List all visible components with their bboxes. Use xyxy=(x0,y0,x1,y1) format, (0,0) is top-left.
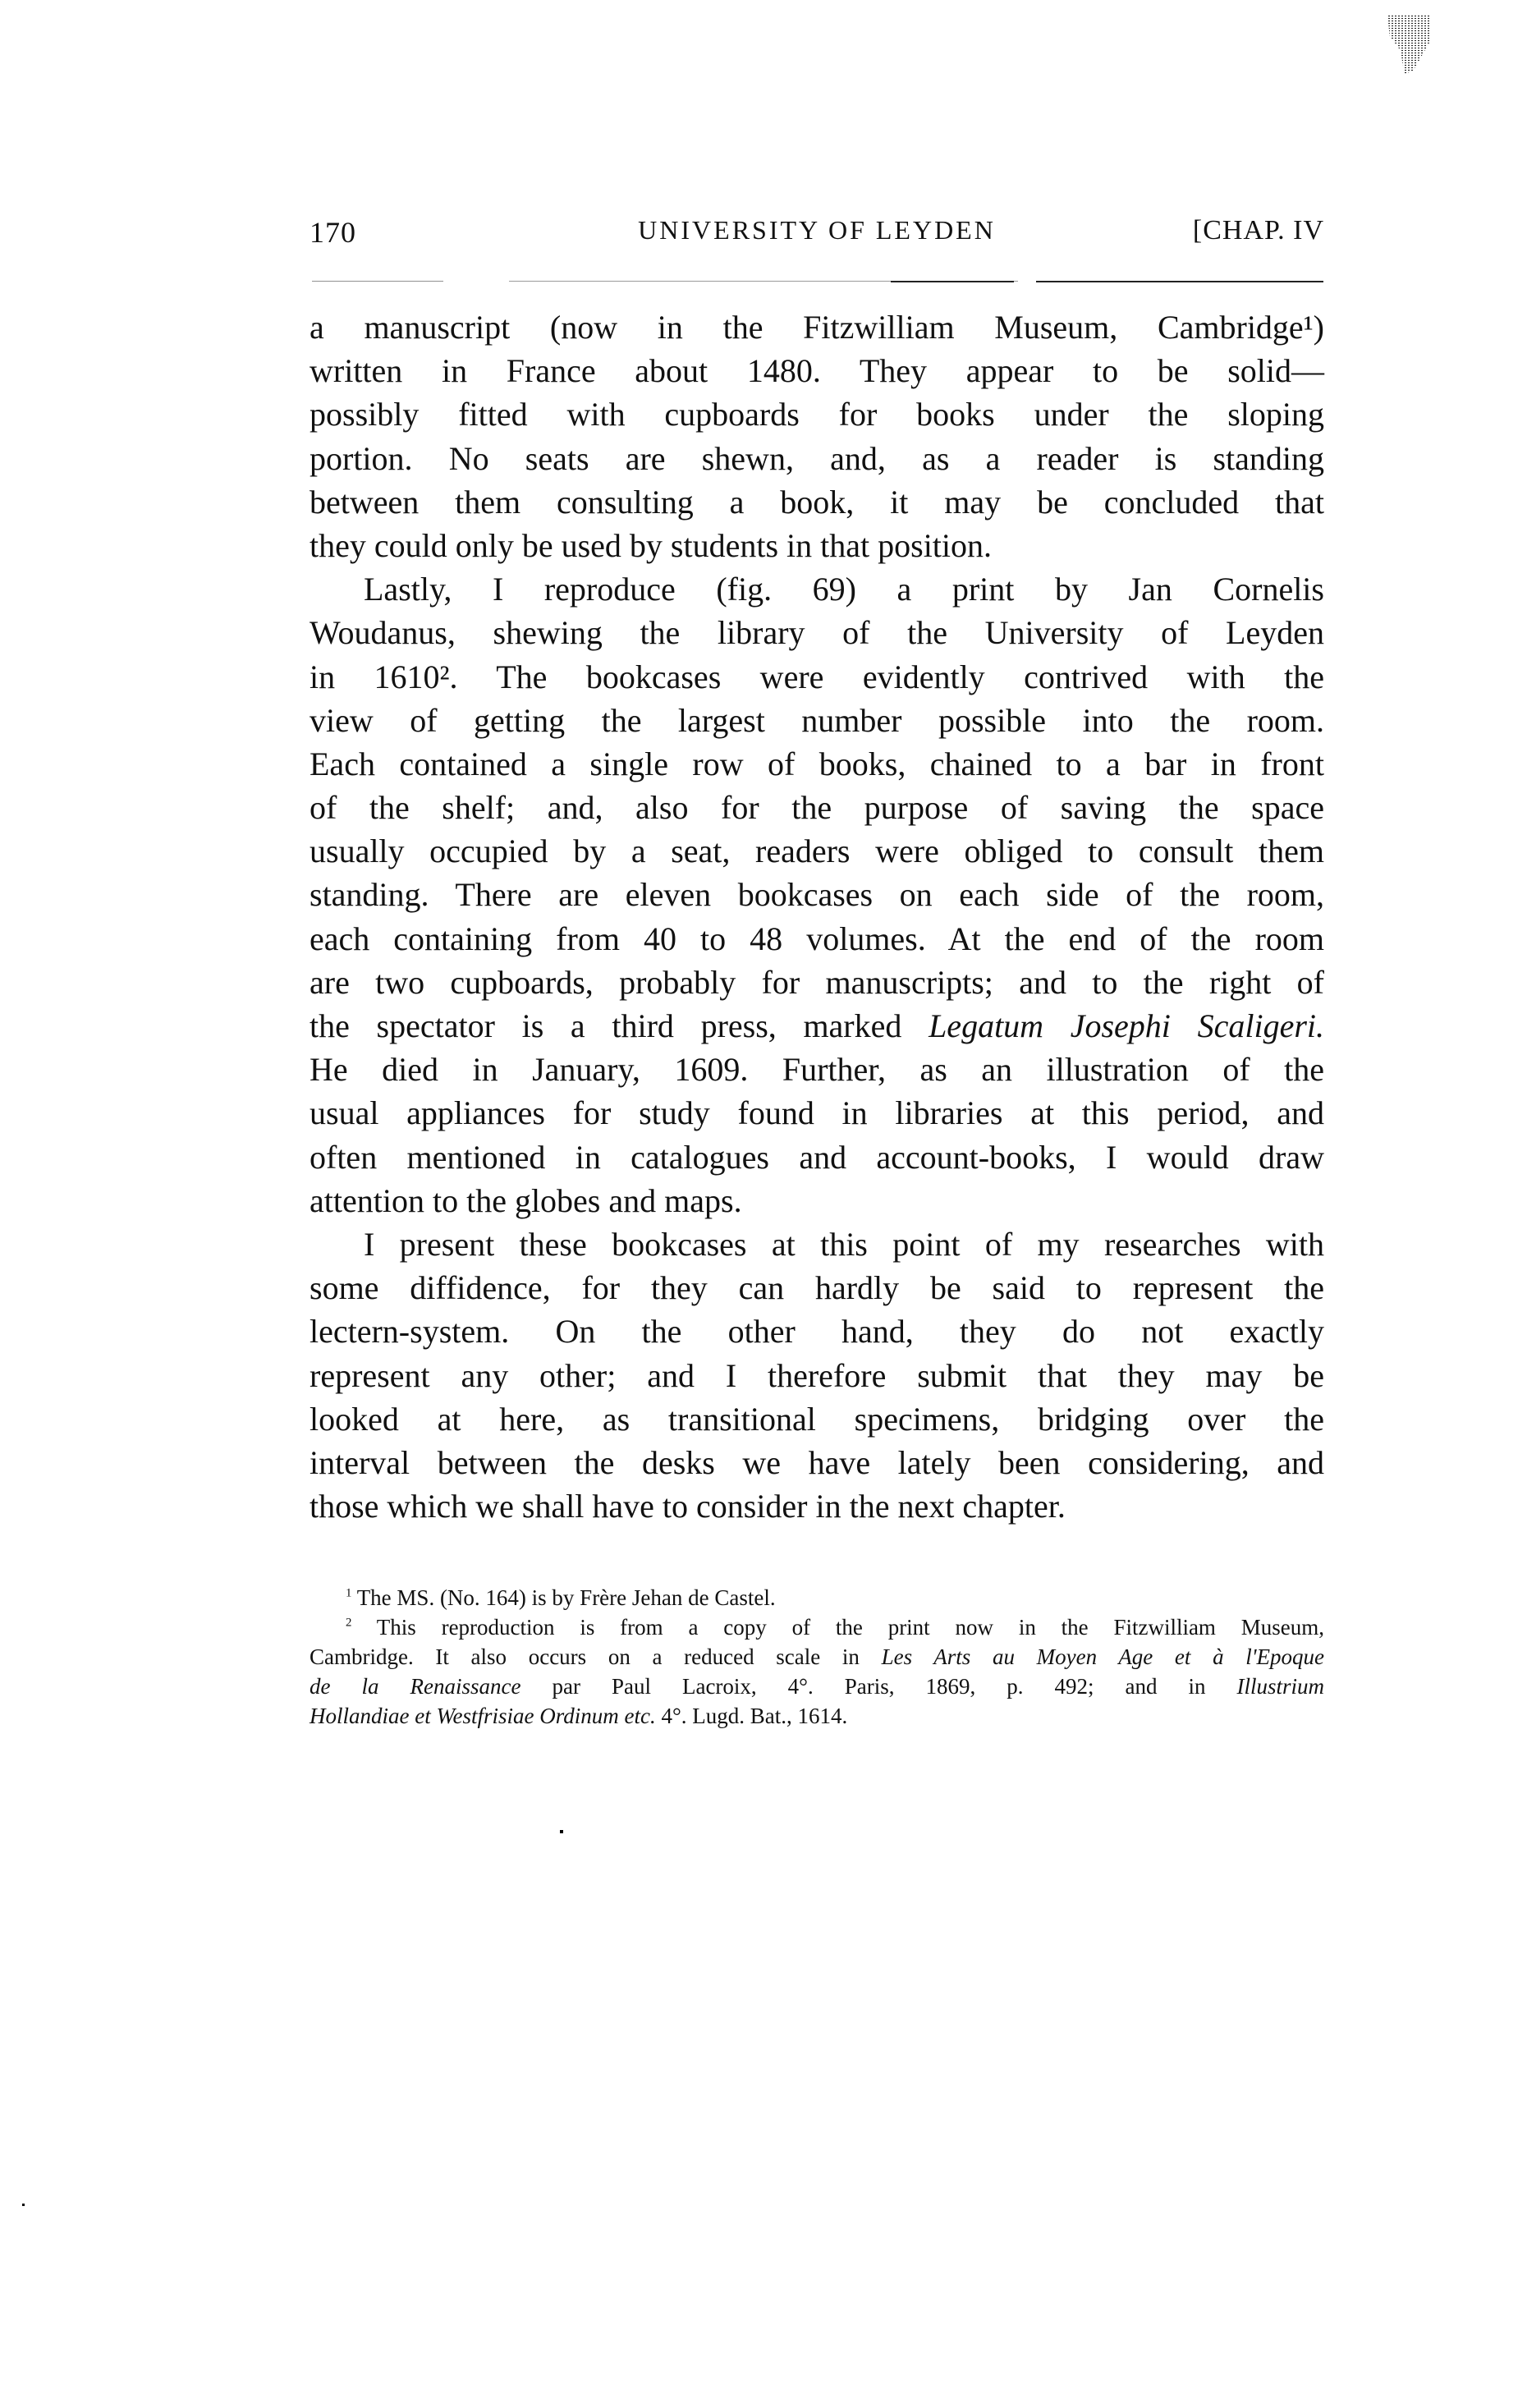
text-line: view of getting the largest number possible into the room. xyxy=(310,701,1324,739)
text-line: represent any other; and I therefore submit that they may be xyxy=(310,1356,1324,1394)
text-line: some diffidence, for they can hardly be said to represent the xyxy=(310,1269,1324,1307)
running-title: UNIVERSITY OF LEYDEN xyxy=(638,215,996,245)
text-line: He died in January, 1609. Further, as an illustration of the xyxy=(310,1051,1324,1089)
footnote-marker: 2 xyxy=(346,1616,352,1630)
footnote-title: de la Renaissance xyxy=(310,1674,521,1699)
running-head xyxy=(310,215,1324,264)
text-line xyxy=(310,1004,1324,1048)
text-line: often mentioned in catalogues and account-books, I would draw xyxy=(310,1138,1324,1176)
text-line: each containing from 40 to 48 volumes. At the end of the room xyxy=(310,920,1324,957)
footnote-text: The MS. (No. 164) is by Frère Jehan de Castel. xyxy=(356,1585,776,1610)
text-line: I present these bookcases at this point of my researches with xyxy=(364,1225,1324,1263)
text-segment: the spectator is a third press, marked xyxy=(310,1007,902,1044)
footnote-text: Cambridge. It also occurs on a reduced scale in xyxy=(310,1644,860,1669)
text-line: usually occupied by a seat, readers were obliged to consult them xyxy=(310,832,1324,870)
scan-thumb-mark xyxy=(1387,15,1430,74)
text-line: usual appliances for study found in libraries at this period, and xyxy=(310,1094,1324,1132)
body-text xyxy=(310,305,1324,1528)
text-line: those which we shall have to consider in the next chapter. xyxy=(310,1488,1066,1525)
text-line: a manuscript (now in the Fitzwilliam Museum, Cambridge¹) xyxy=(310,309,1324,346)
header-rule xyxy=(1036,281,1323,282)
footnote-2-line xyxy=(310,1642,1324,1672)
text-line: Lastly, I reproduce (fig. 69) a print by Jan Cornelis xyxy=(364,571,1324,608)
scan-speck xyxy=(560,1830,563,1833)
text-line: attention to the globes and maps. xyxy=(310,1181,742,1219)
footnote-text: This reproduction is from a copy of the print now in the Fitzwilliam Museum, xyxy=(376,1615,1324,1640)
footnote-title: Hollandiae et Westfrisiae Ordinum etc. xyxy=(310,1704,656,1728)
footnote-text: 4°. Lugd. Bat., 1614. xyxy=(661,1704,848,1728)
chapter-label: [CHAP. IV xyxy=(1192,215,1324,245)
text-line: standing. There are eleven bookcases on each side of the room, xyxy=(310,876,1324,914)
footnotes xyxy=(310,1583,1324,1731)
text-line: looked at here, as transitional specimens, bridging over the xyxy=(310,1400,1324,1438)
text-line: they could only be used by students in that position. xyxy=(310,526,993,564)
header-rule xyxy=(312,281,443,282)
footnote-marker: 1 xyxy=(346,1586,352,1600)
footnote-1 xyxy=(310,1583,1324,1612)
page-number: 170 xyxy=(310,216,356,249)
text-line: possibly fitted with cupboards for books under the sloping xyxy=(310,396,1324,433)
footnote-text: par Paul Lacroix, 4°. Paris, 1869, p. 492; and in xyxy=(552,1674,1206,1699)
scan-speck xyxy=(22,2204,25,2206)
footnote-2-line xyxy=(310,1672,1324,1701)
text-line: Each contained a single row of books, chained to a bar in front xyxy=(310,745,1324,782)
footnote-2-line xyxy=(310,1701,1324,1731)
text-line: in 1610². The bookcases were evidently contrived with the xyxy=(310,658,1324,695)
header-rule xyxy=(891,281,1014,282)
footnote-title: Les Arts au Moyen Age et à l'Epoque xyxy=(881,1644,1324,1669)
text-line: Woudanus, shewing the library of the University of Leyden xyxy=(310,614,1324,652)
text-line: lectern-system. On the other hand, they do not exactly xyxy=(310,1313,1324,1351)
text-line: of the shelf; and, also for the purpose of saving the space xyxy=(310,789,1324,827)
footnote-2 xyxy=(310,1612,1324,1642)
text-line: between them consulting a book, it may be concluded that xyxy=(310,483,1324,521)
text-line: interval between the desks we have lately been considering, and xyxy=(310,1443,1324,1481)
footnote-title: Illustrium xyxy=(1236,1674,1325,1699)
text-line: portion. No seats are shewn, and, as a reader is standing xyxy=(310,439,1324,477)
text-line: written in France about 1480. They appear to be solid— xyxy=(310,352,1324,390)
text-line: are two cupboards, probably for manuscripts; and to the right of xyxy=(310,963,1324,1001)
italic-inscription: Legatum Josephi Scaligeri. xyxy=(929,1007,1325,1044)
